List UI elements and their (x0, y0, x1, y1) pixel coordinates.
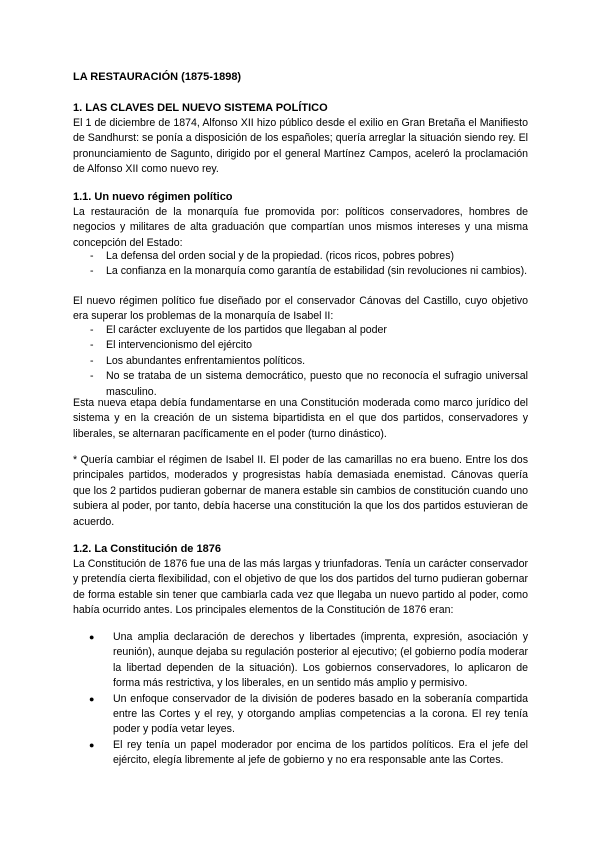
section-1-1-paragraph-3: Esta nueva etapa debía fundamentarse en una Constitución moderada como marco jurídico del sistema y en la creación de un sistema bipartidista en el que dos partidos, conservadores y liberales, se alternaran pacíficamente en el poder (turno dinástico). (73, 397, 528, 440)
list-item: - No se trataba de un sistema democrático, puesto que no reconocía el sufragio universal masculino. (90, 370, 528, 398)
dash-list-2 (73, 323, 528, 400)
dash-marker: - (90, 339, 94, 352)
section-1-heading: 1. LAS CLAVES DEL NUEVO SISTEMA POLÍTICO (73, 102, 328, 114)
section-1-paragraph: El 1 de diciembre de 1874, Alfonso XII hizo público desde el exilio en Gran Bretaña el Manifiesto de Sandhurst: se ponía a disposición de los españoles; quería arreglar la situación siendo rey. El pronunciamiento de Sagunto, dirigido por el general Martínez Campos, aceleró la proclamación de Alfonso XII como nuevo rey. (73, 117, 528, 176)
bullet-marker: ● (89, 632, 95, 642)
section-1-1-paragraph-2: El nuevo régimen político fue diseñado por el conservador Cánovas del Castillo, cuyo objetivo era superar los problemas de la monarquía de Isabel II: (73, 295, 528, 323)
dash-marker: - (90, 265, 94, 278)
dash-list-1 (73, 249, 528, 280)
list-item: - La defensa del orden social y de la propiedad. (ricos ricos, pobres pobres) (73, 249, 528, 264)
bullet-marker: ● (89, 693, 95, 704)
section-1-1-note: * Quería cambiar el régimen de Isabel II. El poder de las camarillas no era bueno. Entre los dos principales partidos, moderados y progresistas había demasiada enemistad. Cánovas quería que los 2 partidos pudieran gobernar de manera estable sin cambios de constitución cuando uno subiera al poder, por tanto, debía hacerse una constitución la que los dos partidos estuvieran de acuerdo. (73, 454, 528, 528)
section-1-1-intro: La restauración de la monarquía fue promovida por: políticos conservadores, hombres de negocios y militares de alta graduación que compartían unos mismos intereses y una misma concepción del Estado: (73, 206, 528, 249)
list-item: - Los abundantes enfrentamientos políticos. (73, 354, 528, 369)
dash-marker: - (90, 324, 94, 336)
dash-marker: - (90, 354, 94, 367)
document-title: LA RESTAURACIÓN (1875-1898) (73, 71, 242, 83)
list-item: ● Una amplia declaración de derechos y libertades (imprenta, expresión, asociación y reunión), aunque dejaba su regulación posterior al ejecutivo; (el gobierno podía moderar la libertad dependen de la situación). Los gobiernos conservadores, lo aplicaron de forma más restrictiva, y los liberales, en un sentido más amplio y permisivo. (89, 631, 528, 690)
list-item: - El carácter excluyente de los partidos que llegaban al poder (73, 323, 528, 338)
dash-marker: - (90, 250, 94, 262)
bullet-marker: ● (89, 739, 95, 750)
dash-marker: - (90, 370, 94, 383)
section-1-2-intro: La Constitución de 1876 fue una de las más largas y triunfadoras. Tenía un carácter conservador y pretendía cierta flexibilidad, con el objetivo de que los dos partidos del turno pudieran gobernar de forma estable sin tener que cambiarla cada vez que llegaba un nuevo partido al poder, como había ocurrido antes. Los principales elementos de la Constitución de 1876 eran: (73, 558, 528, 617)
list-item: ● Un enfoque conservador de la división de poderes basado en la soberanía compartida entre las Cortes y el rey, y otorgando amplias competencias a la corona. El rey tenía poder y podía vetar leyes. (89, 692, 528, 736)
bullet-list (73, 630, 528, 769)
list-item: - La confianza en la monarquía como garantía de estabilidad (sin revoluciones ni cambios). (73, 264, 528, 279)
section-1-2-heading: 1.2. La Constitución de 1876 (73, 543, 221, 555)
list-item: - El intervencionismo del ejército (73, 338, 528, 353)
list-item: ● El rey tenía un papel moderador por encima de los partidos políticos. Era el jefe del ejército, elegía libremente al jefe de gobierno y no era responsable ante las Cortes. (89, 738, 528, 767)
section-1-1-heading: 1.1. Un nuevo régimen político (73, 191, 233, 203)
